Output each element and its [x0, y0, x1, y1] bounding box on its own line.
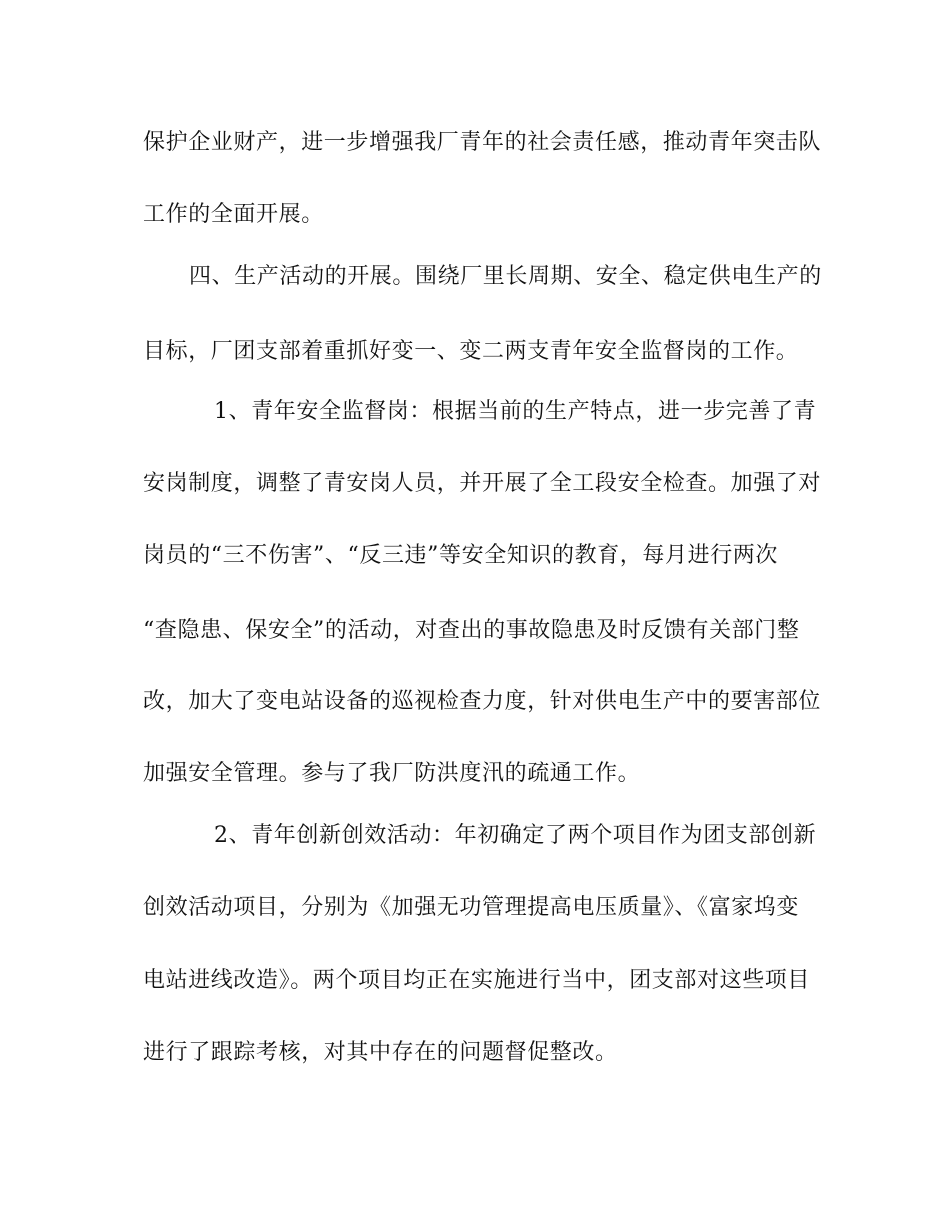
text-line: 创效活动项目，分别为《加强无功管理提高电压质量》、《富家坞变: [143, 895, 800, 920]
numbered-item-line: 1、青年安全监督岗：根据当前的生产特点，进一步完善了青: [214, 399, 817, 424]
text-line: 改，加大了变电站设备的巡视检查力度，针对供电生产中的要害部位: [143, 689, 822, 714]
text-line: 工作的全面开展。: [143, 202, 324, 227]
text-line: 加强安全管理。参与了我厂防洪度汛的疏通工作。: [143, 761, 641, 786]
text-line: 电站进线改造》。两个项目均正在实施进行当中，团支部对这些项目: [143, 968, 811, 993]
text-line: 目标，厂团支部着重抓好变一、变二两支青年安全监督岗的工作。: [143, 339, 799, 364]
text-line: 安岗制度，调整了青安岗人员，并开展了全工段安全检查。加强了对: [143, 471, 822, 496]
numbered-item-line: 2、青年创新创效活动：年初确定了两个项目作为团支部创新: [214, 823, 817, 848]
text-line: 岗员的“三不伤害”、“反三违”等安全知识的教育，每月进行两次: [143, 543, 778, 568]
text-line: 进行了跟踪考核，对其中存在的问题督促整改。: [143, 1040, 618, 1065]
text-line: “查隐患、保安全”的活动，对查出的事故隐患及时反馈有关部门整: [143, 618, 800, 643]
text-line: 保护企业财产，进一步增强我厂青年的社会责任感，推动青年突击队: [143, 130, 822, 155]
paragraph-heading-line: 四、生产活动的开展。围绕厂里长周期、安全、稳定供电生产的: [189, 264, 822, 289]
